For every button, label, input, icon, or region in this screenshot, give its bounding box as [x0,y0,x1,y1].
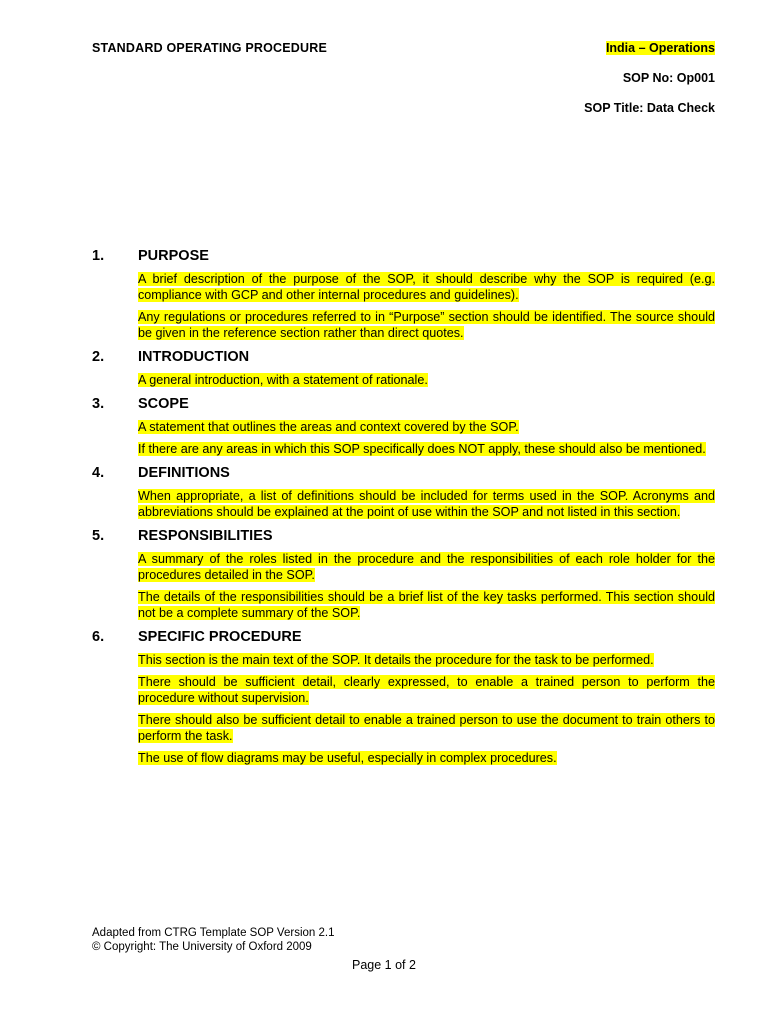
section-title: INTRODUCTION [138,349,250,365]
highlighted-text: A statement that outlines the areas and context covered by the SOP. [138,420,519,434]
section-paragraph [138,589,715,621]
section-number: 4. [92,465,105,481]
page-number: Page 1 of 2 [352,958,416,972]
highlighted-text: A general introduction, with a statement of rationale. [138,373,428,387]
section-paragraph [138,488,715,520]
section-heading [92,349,715,367]
footer-copyright: © Copyright: The University of Oxford 2009 [92,941,312,953]
section-paragraph [138,750,715,766]
sop-number: SOP No: Op001 [622,71,715,85]
sop-title: SOP Title: Data Check [584,101,715,115]
document-type-heading: STANDARD OPERATING PROCEDURE [92,41,328,55]
section-number: 5. [92,528,105,544]
section-number: 3. [92,396,105,412]
section-paragraph [138,419,715,435]
section-title: PURPOSE [138,248,209,264]
section-number: 6. [92,629,105,645]
section-paragraph [138,271,715,303]
highlighted-text: If there are any areas in which this SOP specifically does NOT apply, these should also be mentioned. [138,442,706,456]
section-number: 1. [92,248,105,264]
section-title: RESPONSIBILITIES [138,528,273,544]
section-paragraph [138,674,715,706]
section-heading [92,528,715,546]
section [92,629,715,766]
section [92,528,715,621]
section-paragraph [138,309,715,341]
region-label: India – Operations [605,41,715,55]
section-title: SPECIFIC PROCEDURE [138,629,302,645]
section-heading [92,465,715,483]
section-paragraph [138,551,715,583]
section [92,248,715,341]
highlighted-text: When appropriate, a list of definitions should be included for terms used in the SOP. Acronyms and abbreviations should be explained at the point of use within the SOP and not listed in this section. [138,489,715,519]
highlighted-text: A summary of the roles listed in the procedure and the responsibilities of each role holder for the procedures detailed in the SOP. [138,552,715,582]
section [92,465,715,520]
section-heading [92,396,715,414]
section-heading [92,248,715,266]
section [92,396,715,457]
section-title: DEFINITIONS [138,465,230,481]
section-paragraph [138,712,715,744]
highlighted-text: There should be sufficient detail, clearly expressed, to enable a trained person to perform the procedure without supervision. [138,675,715,705]
footer-attribution: Adapted from CTRG Template SOP Version 2.1 [92,927,335,939]
section-heading [92,629,715,647]
highlighted-text: Any regulations or procedures referred to in “Purpose” section should be identified. The source should be given in the reference section rather than direct quotes. [138,310,715,340]
section-number: 2. [92,349,105,365]
highlighted-text: The details of the responsibilities should be a brief list of the key tasks performed. This section should not be a complete summary of the SOP. [138,590,715,620]
section-paragraph [138,372,715,388]
highlighted-text: This section is the main text of the SOP. It details the procedure for the task to be performed. [138,653,654,667]
highlighted-text: A brief description of the purpose of the SOP, it should describe why the SOP is required (e.g. compliance with GCP and other internal procedures and guidelines). [138,272,715,302]
footer [92,926,334,954]
highlighted-text: The use of flow diagrams may be useful, especially in complex procedures. [138,751,557,765]
section-title: SCOPE [138,396,189,412]
section [92,349,715,388]
highlighted-text: There should also be sufficient detail to enable a trained person to use the document to train others to perform the task. [138,713,715,743]
document-body [92,248,715,774]
section-paragraph [138,441,715,457]
section-paragraph [138,652,715,668]
